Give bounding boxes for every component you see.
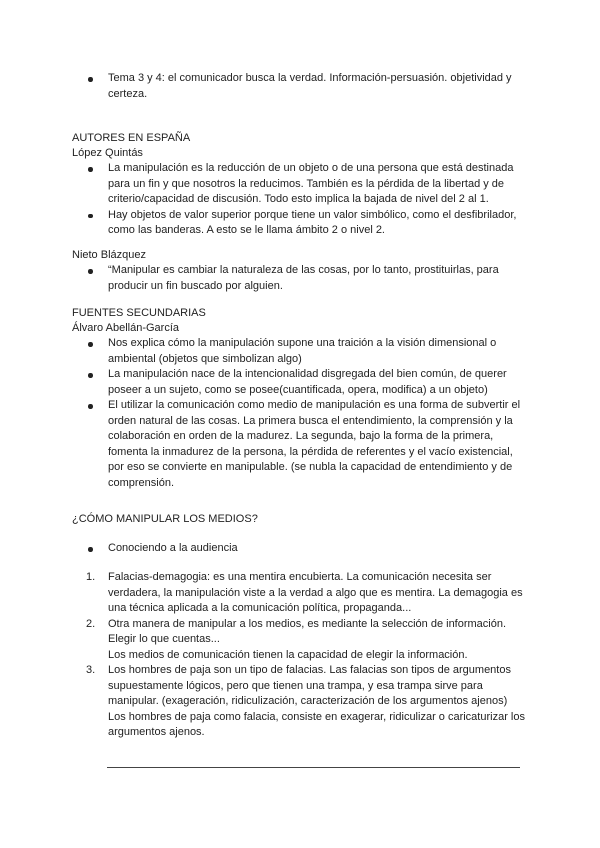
horizontal-rule — [107, 767, 520, 768]
list-item: Conociendo a la audiencia — [0, 541, 530, 557]
item-text: Otra manera de manipular a los medios, es mediante la selección de información. Elegir lo que cuentas... — [108, 617, 507, 645]
list-item: Tema 3 y 4: el comunicador busca la verdad. Información-persuasión. objetividad y certeza. — [0, 71, 530, 102]
section-heading-autores: AUTORES EN ESPAÑA — [72, 132, 191, 144]
list-item: Nos explica cómo la manipulación supone una traición a la visión dimensional o ambiental (objetos que simbolizan algo) — [0, 336, 530, 367]
item-text: Los hombres de paja son un tipo de falacias. Las falacias son tipos de argumentos supuestamente lógicos, pero que tienen una trampa, y esa trampa sirve para manipular. (exageración, ridiculización, caracterización de los argumentos ajenos) — [108, 664, 511, 707]
list-item: El utilizar la comunicación como medio de manipulación es una forma de subvertir el orden natural de las cosas. La primera busca el entendimiento, la comprensión y la colaboración en orden de la madurez. La segunda, bajo la forma de la primera, fomenta la inmadurez de la persona, la pérdida de referentes y el vacío existencial, por eso se convierte en manipulable. (se nubla la capacidad de entendimiento y de comprensión. — [0, 398, 530, 491]
lopez-quintas-bullets — [0, 161, 600, 239]
item-number: 1. — [86, 571, 96, 583]
list-item: La manipulación es la reducción de un objeto o de una persona que está destinada para un fin y que nosotros la reducimos. También es la pérdida de la libertad y de criterio/capacidad de discusión. Todo esto implica la bajada de nivel del 2 al 1. — [0, 161, 530, 208]
author-name-abellan-garcia: Álvaro Abellán-García — [72, 322, 179, 334]
item-number: 2. — [86, 617, 96, 630]
author-name-nieto-blazquez: Nieto Blázquez — [72, 249, 146, 261]
list-item: Hay objetos de valor superior porque tiene un valor simbólico, como el desfibrilador, como las banderas. A esto se le llama ámbito 2 o nivel 2. — [0, 208, 530, 239]
list-item: “Manipular es cambiar la naturaleza de las cosas, por lo tanto, prostituirlas, para producir un fin buscado por alguien. — [0, 263, 530, 294]
list-item: La manipulación nace de la intencionalidad disgregada del bien común, de querer poseer a un sujeto, como se posee(cuantificada, opera, modifica) a un objeto) — [0, 367, 530, 398]
nieto-blazquez-bullets — [0, 263, 600, 294]
intro-bullet-list — [0, 71, 600, 102]
fuentes-bullets — [0, 336, 600, 491]
author-name-lopez-quintas: López Quintás — [72, 147, 143, 159]
section-heading-manipular: ¿CÓMO MANIPULAR LOS MEDIOS? — [72, 513, 258, 525]
numbered-item — [0, 663, 530, 741]
item-text: Falacias-demagogia: es una mentira encubierta. La comunicación necesita ser verdadera, la manipulación viste a la verdad a algo que es mentira. La demagogia es una técnica aplicada a la comunicación política, propaganda... — [108, 571, 523, 614]
manipular-numbered-list — [0, 570, 600, 741]
item-extra-text: Los hombres de paja como falacia, consiste en exagerar, ridiculizar o caricaturizar los argumentos ajenos. — [108, 710, 525, 738]
manipular-bullets — [0, 541, 600, 557]
item-extra-text: Los medios de comunicación tienen la capacidad de elegir la información. — [108, 648, 468, 661]
numbered-item — [0, 570, 530, 617]
item-number: 3. — [86, 664, 96, 676]
numbered-item — [0, 617, 530, 664]
section-heading-fuentes: FUENTES SECUNDARIAS — [72, 307, 206, 319]
